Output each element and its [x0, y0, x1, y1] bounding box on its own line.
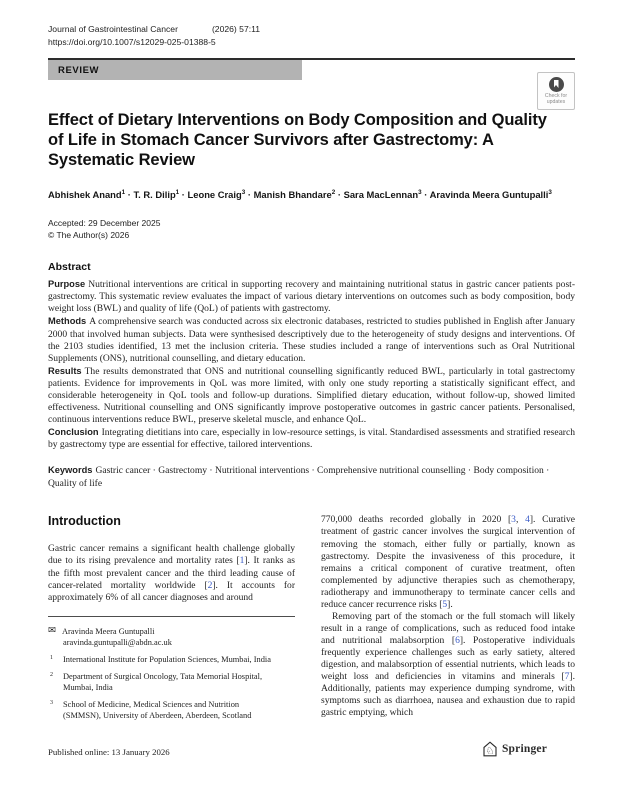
affiliation-item: 1 International Institute for Population Sciences, Mumbai, India	[50, 654, 271, 664]
article-title: Effect of Dietary Interventions on Body Composition and Quality of Life in Stomach Cancer Survivors after Gastrectomy: A Systematic Review	[48, 111, 547, 170]
conclusion-label: Conclusion	[48, 427, 99, 438]
results-text: The results demonstrated that ONS and nutritional counselling significantly reduced BWL, particularly in total gastrectomy patients. Evidence for improvements in QoL was more limited, with only one study reporting a statistically significant effect, and considerable heterogeneity in QoL tools and follow-up durations. Simplified dietary education, without follow-up, showed limited effectiveness. Nutritional counselling and ONS significantly improve postoperative outcomes in gastric cancer patients. Personalised, continuous interventions reduce BWL, preserve skeletal muscle, and enhance QoL.	[48, 365, 575, 426]
footnotes-block	[48, 626, 295, 721]
affiliation-item: 2 Department of Surgical Oncology, Tata Memorial Hospital, Mumbai, India	[50, 671, 263, 692]
citation-link[interactable]: 7	[564, 671, 570, 683]
affiliation-item: 3 School of Medicine, Medical Sciences and Nutrition (SMMSN), University of Aberdeen, Aberdeen, Scotland	[50, 699, 252, 720]
author-name: Manish Bhandare	[253, 189, 332, 201]
citation-link[interactable]: 5	[442, 598, 448, 610]
introduction-paragraph: 770,000 deaths recorded globally in 2020 [3, 4]. Curative treatment of gastric cancer involves the surgical intervention of removing the stomach, either fully or partially, known as gastrectomy. Despite the invasiveness of this procedure, it remains a critical component of curative treatment, often complemented by adjunctive therapies such as chemotherapy, radiotherapy and immunotherapy to terminate cancer cells and reduce cancer recurrence risks [5].	[321, 514, 576, 610]
affiliations-list	[48, 654, 295, 721]
author-name: Sara MacLennan	[343, 189, 419, 201]
left-column	[48, 514, 295, 720]
purpose-label: Purpose	[48, 279, 86, 290]
springer-wordmark: Springer	[501, 742, 547, 755]
right-column	[321, 514, 575, 720]
introduction-heading: Introduction	[48, 514, 121, 529]
accepted-date: Accepted: 29 December 2025	[48, 217, 161, 228]
doi-link[interactable]: https://doi.org/10.1007/s12029-025-01388-5	[48, 37, 216, 47]
corresponding-author-email[interactable]: aravinda.guntupalli@abdn.ac.uk	[63, 637, 172, 647]
abstract-purpose	[48, 278, 575, 315]
citation-link[interactable]: 1	[239, 555, 245, 567]
footnote-divider	[48, 616, 295, 617]
keywords-line	[48, 464, 575, 490]
copyright-line: © The Author(s) 2026	[48, 229, 130, 240]
svg-text:♘: ♘	[485, 745, 495, 757]
author-name: Aravinda Meera Guntupalli	[429, 189, 549, 201]
introduction-paragraph: Gastric cancer remains a significant health challenge globally due to its rising prevalence and mortality rates [1]. It ranks as the fifth most prevalent cancer and the third leading cause of cancer-related mortality worldwide [2]. It accounts for approximately 6% of all cancer diagnoses and around	[48, 543, 295, 603]
keywords-text: Gastric cancer · Gastrectomy · Nutritional interventions · Comprehensive nutritional counselling · Body composition · Quality of life	[48, 465, 550, 489]
author-name: Abhishek Anand	[48, 189, 122, 201]
abstract-section	[48, 261, 575, 451]
authors-line: Abhishek Anand$^1$ · T. R. Dilip$^1$ · Leone Craig$^3$ · Manish Bhandare$^2$ · Sara MacLennan$^3$ · Aravinda Meera Guntupalli$^3$	[48, 189, 552, 201]
methods-label: Methods	[48, 316, 87, 327]
check-for-updates-button[interactable]	[537, 72, 575, 110]
author-name: Leone Craig	[187, 189, 242, 201]
check-for-updates-icon	[549, 77, 564, 92]
check-for-updates-label: updates	[546, 98, 566, 105]
keywords-label: Keywords	[48, 465, 93, 476]
corresponding-author-row	[48, 626, 295, 637]
citation-link[interactable]: 2	[207, 579, 213, 591]
springer-logo	[482, 741, 547, 757]
article-type-badge: REVIEW	[48, 60, 302, 80]
journal-issue: (2026) 57:11	[211, 24, 261, 34]
author-name: T. R. Dilip	[133, 189, 176, 201]
page-footer	[48, 741, 575, 757]
check-for-updates-label: Check for	[544, 92, 568, 99]
abstract-methods	[48, 315, 575, 364]
conclusion-text: Integrating dietitians into care, especially in low-resource settings, is vital. Standardised assessments and stratified research by gastrectomy type are essential for effective, tailored interventions.	[48, 427, 575, 451]
results-label: Results	[48, 365, 82, 376]
methods-text: A comprehensive search was conducted across six electronic databases, restricted to studies published in English after January 2000 that involved human subjects. Data were synthesised descriptively due to the heterogeneity of study designs and interventions. Of the 2103 studies identified, 13 met the inclusion criteria. These studies included a range of interventions such as Oral Nutritional Supplements (ONS), nutritional counselling, and dietary education.	[48, 316, 575, 364]
citation-link[interactable]: 6	[455, 634, 460, 646]
journal-name: Journal of Gastrointestinal Cancer	[48, 24, 178, 34]
citation-link[interactable]: 4	[525, 514, 530, 526]
introduction-paragraph: Removing part of the stomach or the full stomach will likely result in a range of complications, such as reduced food intake and nutritional malabsorption [6]. Postoperative individuals frequently experience challenges such as early satiety, altered digestion, and malabsorption of essential nutrients, which leads to weight loss and deficiencies in vitamins and minerals [7]. Additionally, patients may experience dumping syndrome, with symptoms such as diarrhoea, nausea and exhaustion due to rapid gastric emptying, which	[321, 610, 575, 719]
body-columns	[48, 514, 575, 720]
abstract-conclusion	[48, 426, 575, 451]
envelope-icon: ✉	[48, 625, 56, 636]
published-online: Published online: 13 January 2026	[48, 746, 170, 757]
corresponding-author-name: Aravinda Meera Guntupalli	[61, 626, 155, 636]
purpose-text: Nutritional interventions are critical in supporting recovery and maintaining nutritional status in gastric cancer patients post-gastrectomy. This systematic review evaluates the impact of various dietary interventions on outcomes such as body composition, body weight loss (BWL) and quality of life (QoL) of patients with gastrectomy.	[48, 279, 575, 315]
journal-header	[48, 24, 575, 34]
abstract-heading: Abstract	[48, 261, 91, 274]
citation-link[interactable]: 3	[511, 514, 516, 526]
abstract-results	[48, 365, 575, 426]
springer-shield-icon	[482, 741, 498, 757]
